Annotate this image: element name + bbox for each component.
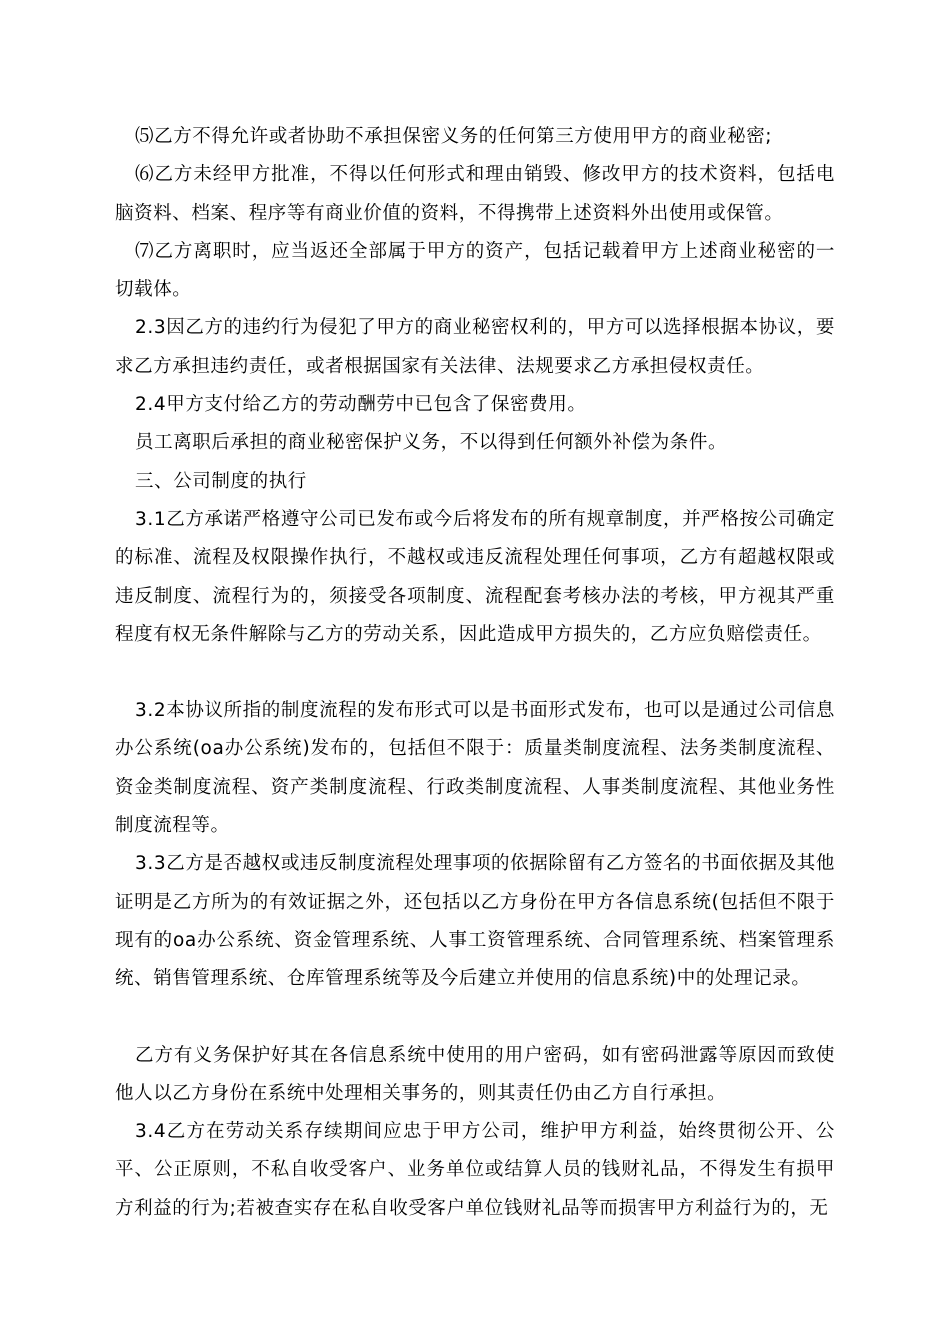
paragraph-6: ⑹乙方未经甲方批准，不得以任何形式和理由销毁、修改甲方的技术资料，包括电脑资料、档案、程序等有商业价值的资料，不得携带上述资料外出使用或保管。 [115,164,835,224]
document-body [115,118,835,1228]
section-heading-3: 三、公司制度的执行 [135,470,307,492]
paragraph-resignation-obligation: 员工离职后承担的商业秘密保护义务，不以得到任何额外补偿为条件。 [135,432,728,454]
paragraph-2-3: 2.3因乙方的违约行为侵犯了甲方的商业秘密权利的，甲方可以选择根据本协议，要求乙方承担违约责任，或者根据国家有关法律、法规要求乙方承担侵权责任。 [115,317,835,377]
paragraph-3-2: 3.2本协议所指的制度流程的发布形式可以是书面形式发布，也可以是通过公司信息办公系统(oa办公系统)发布的，包括但不限于：质量类制度流程、法务类制度流程、资金类制度流程、资产类制度流程、行政类制度流程、人事类制度流程、其他业务性制度流程等。 [115,700,835,837]
paragraph-password-duty: 乙方有义务保护好其在各信息系统中使用的用户密码，如有密码泄露等原因而致使他人以乙方身份在系统中处理相关事务的，则其责任仍由乙方自行承担。 [115,1044,835,1104]
paragraph-gap [115,654,835,692]
paragraph-3-1: 3.1乙方承诺严格遵守公司已发布或今后将发布的所有规章制度，并严格按公司确定的标准、流程及权限操作执行，不越权或违反流程处理任何事项，乙方有超越权限或违反制度、流程行为的，须接受各项制度、流程配套考核办法的考核，甲方视其严重程度有权无条件解除与乙方的劳动关系，因此造成甲方损失的，乙方应负赔偿责任。 [115,508,835,645]
paragraph-7: ⑺乙方离职时，应当返还全部属于甲方的资产，包括记载着甲方上述商业秘密的一切载体。 [115,240,835,301]
paragraph-3-4: 3.4乙方在劳动关系存续期间应忠于甲方公司，维护甲方利益，始终贯彻公开、公平、公正原则，不私自收受客户、业务单位或结算人员的钱财礼品，不得发生有损甲方利益的行为;若被查实存在私自收受客户单位钱财礼品等而损害甲方利益行为的，无 [115,1121,835,1219]
paragraph-2-4: 2.4甲方支付给乙方的劳动酬劳中已包含了保密费用。 [135,394,587,416]
paragraph-gap [115,999,835,1037]
paragraph-5: ⑸乙方不得允许或者协助不承担保密义务的任何第三方使用甲方的商业秘密; [135,126,773,147]
paragraph-3-3: 3.3乙方是否越权或违反制度流程处理事项的依据除留有乙方签名的书面依据及其他证明是乙方所为的有效证据之外，还包括以乙方身份在甲方各信息系统(包括但不限于现有的oa办公系统、资金管理系统、人事工资管理系统、合同管理系统、档案管理系统、销售管理系统、仓库管理系统等及今后建立并使用的信息系统)中的处理记录。 [115,853,835,990]
